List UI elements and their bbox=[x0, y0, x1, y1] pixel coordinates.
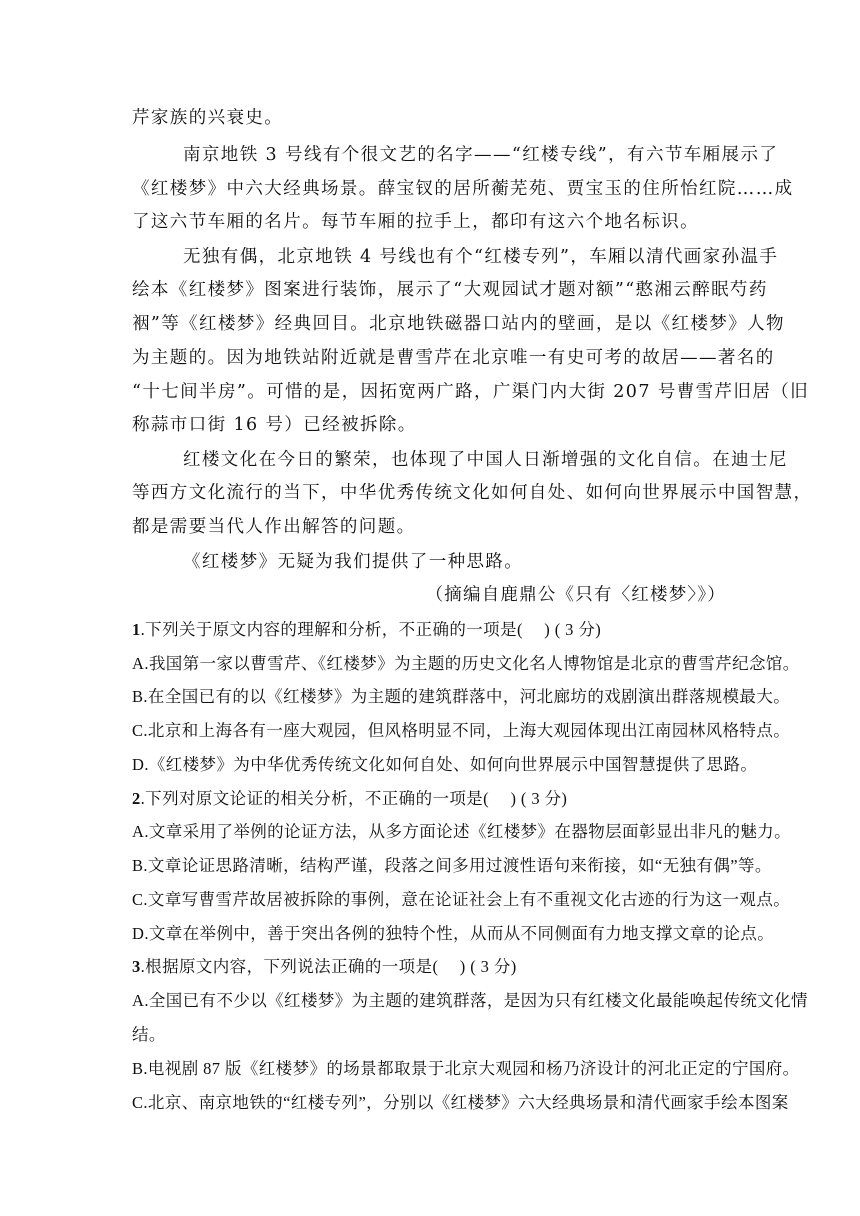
passage-line: 红楼文化在今日的繁荣，也体现了中国人日渐增强的文化自信。在迪士尼 bbox=[183, 450, 788, 470]
question-option: B.在全国已有的以《红楼梦》为主题的建筑群落中，河北廊坊的戏剧演出群落规模最大。 bbox=[132, 687, 791, 706]
question-option-continuation: 结。 bbox=[132, 1025, 166, 1044]
passage-line: 裀”等《红楼梦》经典回目。北京地铁磁器口站内的壁画，是以《红楼梦》人物 bbox=[132, 314, 785, 334]
question-stem bbox=[132, 956, 517, 978]
question-option: A.我国第一家以曹雪芹、《红楼梦》为主题的历史文化名人博物馆是北京的曹雪芹纪念馆。 bbox=[132, 654, 800, 673]
question-stem bbox=[132, 619, 601, 641]
passage-line: 《红楼梦》中六大经典场景。薛宝钗的居所蘅芜苑、贾宝玉的住所怡红院……成 bbox=[132, 179, 794, 199]
passage-line: 绘本《红楼梦》图案进行装饰，展示了“大观园试才题对额”“憨湘云醉眠芍药 bbox=[132, 280, 768, 300]
passage-line: 等西方文化流行的当下，中华优秀传统文化如何自处、如何向世界展示中国智慧， bbox=[132, 483, 813, 503]
passage-line: 芹家族的兴衰史。 bbox=[132, 108, 284, 128]
question-option: B.电视剧 87 版《红楼梦》的场景都取景于北京大观园和杨乃济设计的河北正定的宁国府。 bbox=[132, 1059, 800, 1078]
question-option: D.《红楼梦》为中华优秀传统文化如何自处、如何向世界展示中国智慧提供了思路。 bbox=[132, 755, 758, 774]
passage-line: 无独有偶，北京地铁 4 号线也有个“红楼专列”，车厢以清代画家孙温手 bbox=[183, 247, 779, 267]
passage-line: “十七间半房”。可惜的是，因拓宽两广路，广渠门内大街 207 号曹雪芹旧居（旧 bbox=[132, 382, 810, 402]
question-number: 2 bbox=[132, 789, 141, 808]
question-option: B.文章论证思路清晰，结构严谨，段落之间多用过渡性语句来衔接，如“无独有偶”等。 bbox=[132, 856, 772, 875]
source-attribution: （摘编自鹿鼎公《只有〈红楼梦〉》） bbox=[425, 585, 726, 605]
question-option: C.北京、南京地铁的“红楼专列”，分别以《红楼梦》六大经典场景和清代画家手绘本图案 bbox=[132, 1093, 789, 1112]
question-option: D.文章在举例中，善于突出各例的独特个性，从而从不同侧面有力地支撑文章的论点。 bbox=[132, 924, 775, 943]
question-option: C.北京和上海各有一座大观园，但风格明显不同，上海大观园体现出江南园林风格特点。 bbox=[132, 721, 791, 740]
question-text: .下列对原文论证的相关分析，不正确的一项是( ) ( 3 分) bbox=[140, 789, 568, 808]
question-option: C.文章写曹雪芹故居被拆除的事例，意在论证社会上有不重视文化古迹的行为这一观点。 bbox=[132, 890, 791, 909]
passage-line: 称蒜市口街 16 号）已经被拆除。 bbox=[132, 415, 417, 435]
passage-line: 了这六节车厢的名片。每节车厢的拉手上，都印有这六个地名标识。 bbox=[132, 212, 699, 232]
question-option: A.文章采用了举例的论证方法，从多方面论述《红楼梦》在器物层面彰显出非凡的魅力。 bbox=[132, 822, 792, 841]
passage-line: 《红楼梦》无疑为我们提供了一种思路。 bbox=[183, 552, 524, 572]
question-stem bbox=[132, 788, 567, 810]
question-text: .根据原文内容，下列说法正确的一项是( ) ( 3 分) bbox=[140, 957, 517, 976]
question-text: .下列关于原文内容的理解和分析，不正确的一项是( ) ( 3 分) bbox=[140, 620, 602, 639]
question-number: 1 bbox=[132, 620, 141, 639]
passage-line: 为主题的。因为地铁站附近就是曹雪芹在北京唯一有史可考的故居——著名的 bbox=[132, 348, 775, 368]
question-number: 3 bbox=[132, 957, 141, 976]
passage-line: 南京地铁 3 号线有个很文艺的名字——“红楼专线”，有六节车厢展示了 bbox=[183, 145, 779, 165]
passage-line: 都是需要当代人作出解答的问题。 bbox=[132, 517, 416, 537]
question-option: A.全国已有不少以《红楼梦》为主题的建筑群落，是因为只有红楼文化最能唤起传统文化情 bbox=[132, 991, 808, 1010]
